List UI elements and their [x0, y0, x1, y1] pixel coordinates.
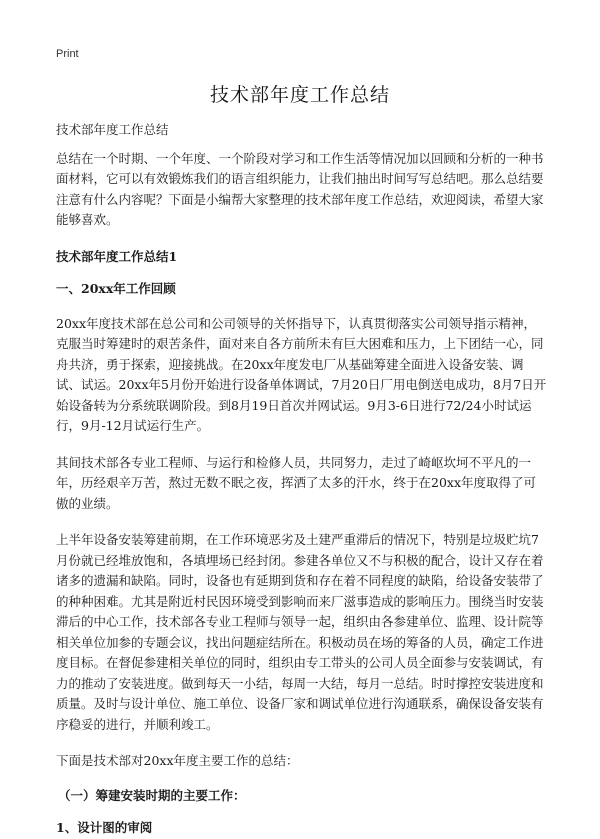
heading-work-review: 一、20xx年工作回顾 — [56, 281, 176, 296]
paragraph-4: 下面是技术部对20xx年度主要工作的总结： — [56, 753, 299, 768]
heading-design-review: 1、设计图的审阅 — [56, 820, 153, 835]
paragraph-2: 其间技术部各专业工程师、与运行和检修人员，共同努力，走过了崎岖坎坷不平凡的一年，历经艰辛万苦，熬过无数不眠之夜，挥洒了太多的汗水，终于在20xx年度取得了可傲的业绩。 — [56, 454, 537, 511]
section-title: 技术部年度工作总结1 — [56, 248, 178, 264]
heading-installation-work: （一）筹建安装时期的主要工作： — [58, 787, 246, 803]
document-body — [56, 120, 548, 839]
intro-paragraph: 总结在一个时期、一个年度、一个阶段对学习和工作生活等情况加以回顾和分析的一种书面材料，它可以有效锻炼我们的语言组织能力，让我们抽出时间写写总结吧。那么总结要注意有什么内容呢？下面是小编帮大家整理的技术部年度工作总结，欢迎阅读，希望大家能够喜欢。 — [56, 150, 544, 227]
print-label[interactable]: Print — [56, 48, 79, 60]
paragraph-1: 20xx年度技术部在总公司和公司领导的关怀指导下，认真贯彻落实公司领导指示精神，克服当时筹建时的艰苦条件，面对来自各方前所未有巨大困难和压力，上下团结一心，同舟共济，勇于探索，迎接挑战。在20xx年度发电厂从基础筹建全面进入设备安装、调试、试运。20xx年5月份开始进行设备单体调试，7月20日厂用电倒送电成功，8月7日开始设备转为分系统联调阶段。到8月19日首次并网试运。9月3-6日进行72/24小时试运行，9月-12月试运行生产。 — [56, 315, 547, 433]
document-title: 技术部年度工作总结 — [209, 84, 390, 106]
document-subtitle: 技术部年度工作总结 — [56, 122, 169, 137]
paragraph-3: 上半年设备安装筹建前期，在工作环境恶劣及土建严重滞后的情况下，特别是垃圾贮坑7月份就已经堆放饱和，各填埋场已经封闭。参建各单位又不与积极的配合，设计又存在着诸多的遗漏和缺陷。同时，设备也有延期到货和存在着不同程度的缺陷，给设备安装带了的种种困难。尤其是附近村民因环境受到影响而来厂滋事造成的影响压力。围绕当时安装滞后的中心工作，技术部各专业工程师与领导一起，组织由各参建单位、监理、设计院等相关单位加参的专题会议，找出问题症结所在。积极动员在场的筹备的人员，确定工作进度目标。在督促参建相关单位的同时，组织由专工带头的公司人员全面参与安装调试，有力的推动了安装进度。做到每天一小结，每周一大结，每月一总结。时时撑控安装进度和质量。及时与设计单位、施工单位、设备厂家和调试单位进行沟通联系，确保设备安装有序稳妥的进行，并顺利竣工。 — [56, 532, 544, 732]
